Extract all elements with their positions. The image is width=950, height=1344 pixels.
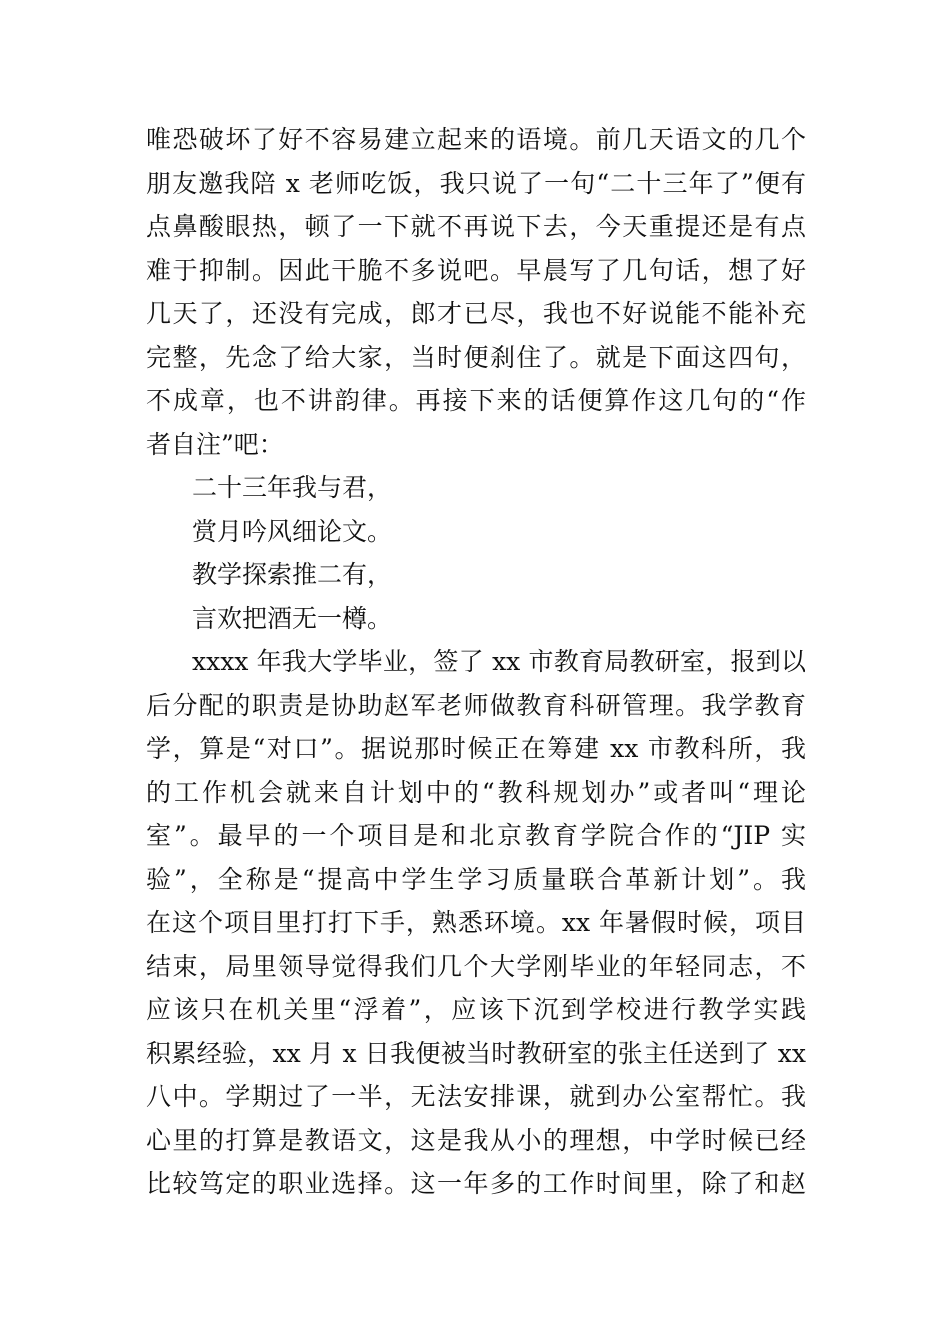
paragraph-line: 唯恐破坏了好不容易建立起来的语境。前几天语文的几个 xyxy=(146,125,806,154)
paragraph-line: 心里的打算是教语文，这是我从小的理想，中学时候已经 xyxy=(146,1125,806,1155)
paragraph-2 xyxy=(146,640,806,1206)
paragraph-line: 八中。学期过了一半，无法安排课，就到办公室帮忙。我 xyxy=(146,1082,806,1111)
paragraph-1 xyxy=(146,118,806,466)
document-body xyxy=(146,118,806,1206)
paragraph-line: 比较笃定的职业选择。这一年多的工作时间里，除了和赵 xyxy=(146,1169,806,1198)
poem-line: 教学探索推二有， xyxy=(192,560,393,589)
paragraph-line: 验”，全称是“提高中学生学习质量联合革新计划”。我 xyxy=(146,864,806,894)
paragraph-line: xxxx 年我大学毕业，签了 xx 市教育局教研室，报到以 xyxy=(192,647,806,676)
paragraph-line: 后分配的职责是协助赵军老师做教育科研管理。我学教育 xyxy=(146,690,806,720)
paragraph-line: 学，算是“对口”。据说那时候正在筹建 xx 市教科所，我 xyxy=(146,734,806,763)
poem xyxy=(146,466,806,640)
paragraph-line: 室”。最早的一个项目是和北京教育学院合作的“JIP 实 xyxy=(146,821,806,850)
paragraph-line: 者自注”吧： xyxy=(146,429,284,459)
paragraph-line: 朋友邀我陪 x 老师吃饭，我只说了一句“二十三年了”便有 xyxy=(146,168,806,198)
poem-line: 赏月吟风细论文。 xyxy=(192,516,393,546)
paragraph-line: 的工作机会就来自计划中的“教科规划办”或者叫“理论 xyxy=(146,777,806,807)
paragraph-line: 难于抑制。因此干脆不多说吧。早晨写了几句话，想了好 xyxy=(146,255,806,285)
paragraph-line: 不成章，也不讲韵律。再接下来的话便算作这几句的“作 xyxy=(146,386,806,415)
paragraph-line: 应该只在机关里“浮着”，应该下沉到学校进行教学实践 xyxy=(146,995,806,1024)
paragraph-line: 点鼻酸眼热，顿了一下就不再说下去，今天重提还是有点 xyxy=(146,212,806,241)
paragraph-line: 积累经验，xx 月 x 日我便被当时教研室的张主任送到了 xx xyxy=(146,1038,806,1068)
paragraph-line: 结束，局里领导觉得我们几个大学刚毕业的年轻同志，不 xyxy=(146,951,806,981)
poem-line: 二十三年我与君， xyxy=(192,473,393,502)
poem-line: 言欢把酒无一樽。 xyxy=(192,603,393,633)
paragraph-line: 几天了，还没有完成，郎才已尽，我也不好说能不能补充 xyxy=(146,299,806,328)
paragraph-line: 完整，先念了给大家，当时便刹住了。就是下面这四句， xyxy=(146,342,806,372)
paragraph-line: 在这个项目里打打下手，熟悉环境。xx 年暑假时候，项目 xyxy=(146,908,806,937)
